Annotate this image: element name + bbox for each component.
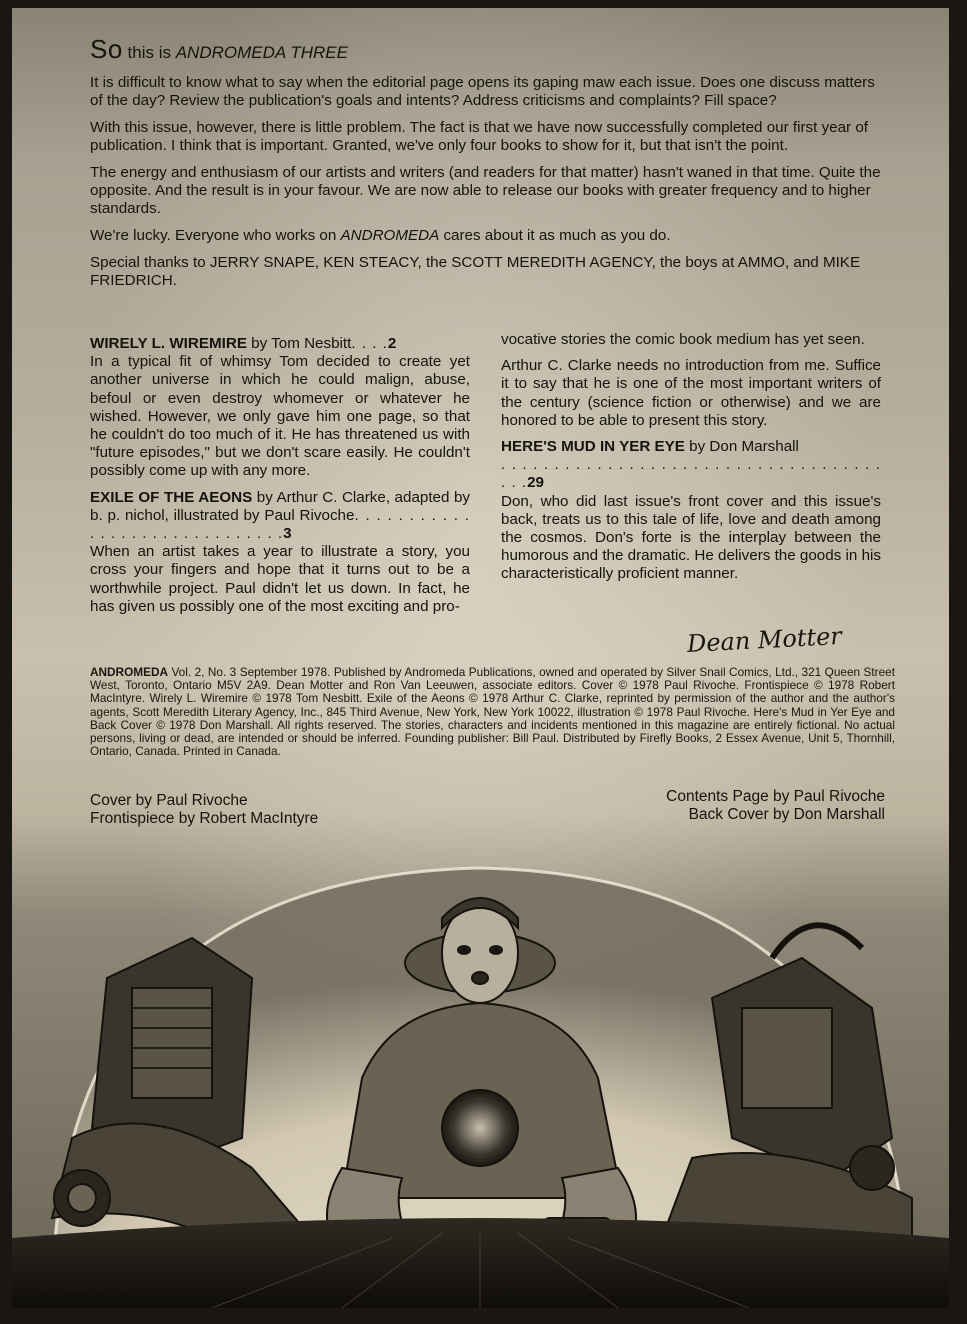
entry-byline: by Arthur C. Clarke, adapted by b. p. nichol, illustrated by Paul Rivoche [90, 488, 470, 524]
entry-page-number: 3 [283, 525, 292, 543]
entry-title: WIRELY L. WIREMIRE [90, 335, 247, 352]
editorial [90, 34, 890, 299]
headline-rest: this is [122, 43, 176, 62]
p4-text-a: We're lucky. Everyone who works on [90, 227, 341, 244]
contents-entry-wiremire [90, 335, 470, 481]
p4-text-b: cares about it as much as you do. [439, 227, 671, 244]
editorial-paragraph-4 [90, 227, 890, 245]
p4-magazine-name: ANDROMEDA [340, 227, 440, 244]
contents-entry-exile [90, 489, 470, 616]
editor-signature: Dean Motter [686, 621, 843, 659]
exile-clarke-note: Arthur C. Clarke needs no introduction from me. Suffice it to say that he is one of the most important writers of the century (science fiction or otherwise) and we are honored to be able to present this story. [501, 357, 881, 429]
artist-signature: RIVOCHE '78 [40, 1280, 130, 1295]
exile-continued: vocative stories the comic book medium has yet seen. [501, 331, 865, 348]
contents-column-right [501, 331, 881, 592]
editorial-paragraph-1: It is difficult to know what to say when the editorial page opens its gaping maw each issue. Does one discuss matters of the day? Review the publication's goals and intents? Address criticisms and complaints? Fill space? [90, 74, 875, 109]
credit-cover: Cover by Paul Rivoche [90, 792, 248, 809]
headline-so: So [90, 34, 123, 64]
contents-entry-mud [501, 438, 881, 584]
contents-column-left [90, 335, 470, 624]
entry-title: HERE'S MUD IN YER EYE [501, 438, 685, 456]
editorial-headline [90, 34, 890, 68]
entry-dots: . . . . [351, 335, 388, 352]
editorial-paragraph-5: Special thanks to JERRY SNAPE, KEN STEACY, the SCOTT MEREDITH AGENCY, the boys at AMMO, and MIKE FRIEDRICH. [90, 254, 861, 289]
entry-dots: . . . . . . . . . . . . . . . . . . . . . . . . . . . . . . . . . . . . . . . [501, 456, 881, 492]
credit-back-cover: Back Cover by Don Marshall [688, 806, 885, 823]
entry-byline: by Tom Nesbitt [246, 335, 352, 352]
entry-description: In a typical fit of whimsy Tom decided to create yet another universe in which he could malign, abuse, befoul or even destroy whomever or whatever he wished. However, we only gave him one page, so that he couldn't do too much of it. He has threatened us with "future episodes," but we don't scare easily. He couldn't possibly come up with any more. [90, 353, 470, 480]
colophon-text: Vol. 2, No. 3 September 1978. Published by Andromeda Publications, owned and operated by Silver Snail Comics, Ltd., 321 Queen Street West, Toronto, Ontario M5V 2A9. Dean Motter and Ron Van Leeuwen, associate editors. Cover © 1978 Paul Rivoche. Frontispiece © 1978 Robert MacIntyre. Wirely L. Wiremire © 1978 Tom Nesbitt. Exile of the Aeons © 1978 Arthur C. Clarke, reprinted by permission of the author and the author's agents, Scott Meredith Literary Agency, Inc., 845 Third Avenue, New York, New York 10022, illustration © 1978 Paul Rivoche. Here's Mud in Yer Eye and Back Cover © 1978 Don Marshall. All rights reserved. The stories, characters and incidents mentioned in this magazine are entirely fictional. No actual persons, living or dead, are intended or should be inferred. Founding publisher: Bill Paul. Distributed by Firefly Books, 2 Essex Avenue, Unit 5, Thornhill, Ontario, Canada. Printed in Canada. [90, 665, 895, 759]
credit-frontispiece: Frontispiece by Robert MacIntyre [90, 810, 319, 827]
entry-page-number: 2 [387, 335, 397, 352]
credit-contents-page: Contents Page by Paul Rivoche [666, 788, 885, 805]
credits-right [666, 788, 885, 824]
entry-description: Don, who did last issue's front cover and this issue's back, treats us to this tale of life, love and death among the cosmos. Don's forte is the interplay between the humorous and the dramatic. He delivers the goods in his characteristically proficient manner. [501, 492, 881, 583]
magazine-page [12, 8, 949, 1308]
entry-description: When an artist takes a year to illustrate a story, you cross your fingers and hope that it turns out to be a worthwhile project. Paul didn't let us down. In fact, he has given us possibly one of the most exciting and pro- [90, 543, 470, 615]
entry-title: EXILE OF THE AEONS [90, 488, 253, 506]
colophon [90, 666, 895, 758]
entry-dots: . . . . . . . . . . . . . . . . . . . . . . . . . . . . . . [90, 506, 470, 543]
colophon-name: ANDROMEDA [90, 665, 168, 679]
entry-byline: by Don Marshall [684, 438, 799, 456]
illustration-pilot [12, 838, 949, 1308]
entry-page-number: 29 [527, 474, 545, 492]
headline-magazine-name: ANDROMEDA THREE [175, 43, 348, 62]
editorial-paragraph-2: With this issue, however, there is little problem. The fact is that we have now successfully completed our first year of publication. I think that is important. Granted, we've only four books to show for it, but that isn't the point. [90, 119, 868, 154]
editorial-paragraph-3: The energy and enthusiasm of our artists and writers (and readers for that matter) hasn't waned in that time. Quite the opposite. And the result is in your favour. We are now able to release our books with greater frequency and to higher standards. [90, 164, 881, 217]
credits-left [90, 792, 318, 828]
